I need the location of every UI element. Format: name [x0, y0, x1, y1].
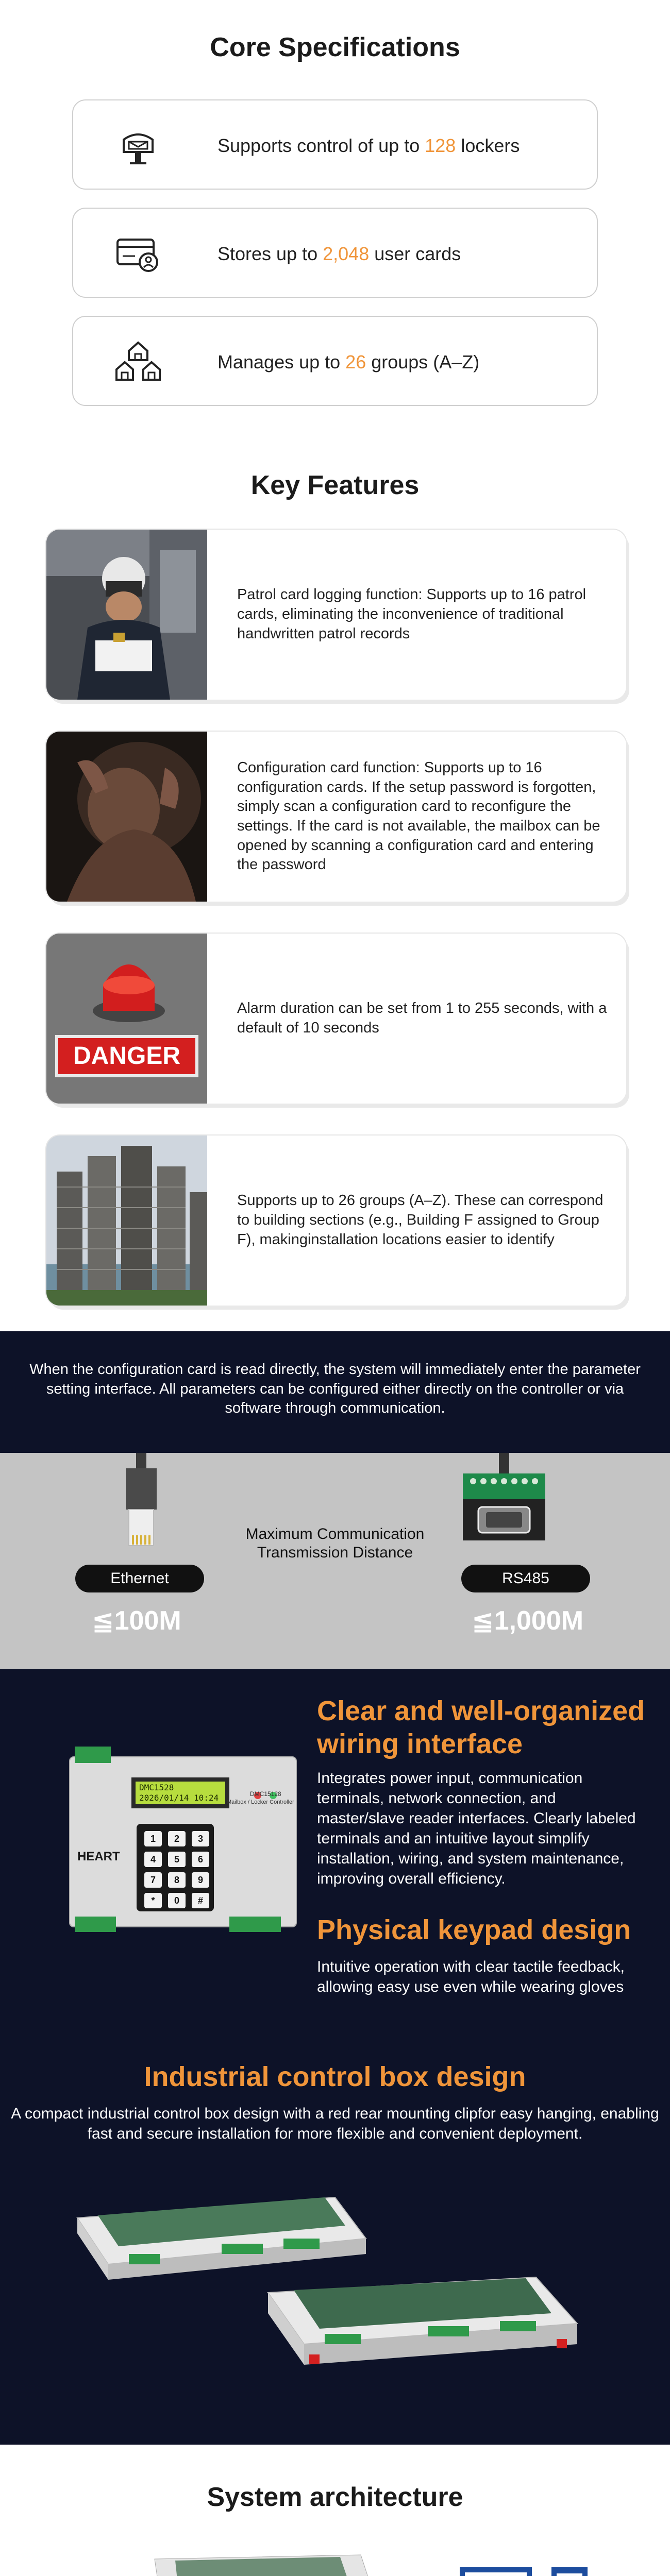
- keypad-key: 5: [168, 1852, 186, 1867]
- user-card-icon: [114, 230, 162, 278]
- core-specs-title: Core Specifications: [210, 32, 460, 62]
- feature-card-groups: [46, 1136, 626, 1306]
- architecture-title: System architecture: [207, 2482, 463, 2512]
- patrol-officer-photo: [46, 530, 207, 700]
- device-brand: HEART: [77, 1850, 120, 1863]
- rs485-distance: ≦1,000M: [472, 1606, 584, 1636]
- core-specs-section: [0, 0, 670, 422]
- transmission-band: [0, 1453, 670, 1669]
- feature-card-alarm: [46, 934, 626, 1104]
- spec-text-groups: Manages up to 26 groups (A–Z): [217, 351, 480, 372]
- key-features-section: [0, 422, 670, 1329]
- rs485-label: RS485: [461, 1565, 590, 1592]
- keypad-key: 7: [144, 1872, 162, 1888]
- feature-text-groups: Supports up to 26 groups (A–Z). These can correspond to building sections (e.g., Building F assigned to Group F), makinginstallation locations easier to identify: [237, 1192, 604, 1248]
- keypad-key: 0: [168, 1893, 186, 1908]
- spec-card-user-cards: [72, 208, 598, 298]
- feature-text-configuration: Configuration card function: Supports up to 16 configuration cards. If the setup password is forgotten, simply scan a configuration card to reconfigure the settings. If the card is not available, the mailbox can be opened by scanning a configuration card and entering the password: [237, 759, 600, 873]
- lcd-line1: DMC1528: [139, 1783, 174, 1792]
- ethernet-distance: ≦100M: [92, 1606, 181, 1636]
- danger-alarm-photo: [46, 934, 207, 1104]
- wiring-title: Clear and well-organized wiring interface: [317, 1696, 645, 1759]
- keypad: [144, 1831, 211, 1908]
- device-model: DMC15128: [250, 1790, 281, 1798]
- industrial-title: Industrial control box design: [144, 2061, 526, 2092]
- keypad-key: 4: [144, 1852, 162, 1867]
- keypad-text: Intuitive operation with clear tactile feedback, allowing easy use even while wearing gloves: [317, 1958, 625, 1995]
- ethernet-connector-icon: [110, 1453, 172, 1553]
- danger-badge: DANGER: [73, 1042, 180, 1070]
- keypad-key: 1: [144, 1831, 162, 1846]
- feature-card-patrol: [46, 530, 626, 700]
- config-note-text: When the configuration card is read directly, the system will immediately enter the parameter setting interface. All parameters can be configured either directly on the controller or via software through communication.: [29, 1361, 641, 1417]
- feature-text-patrol: Patrol card logging function: Supports up to 16 patrol cards, eliminating the inconvenience of traditional handwritten patrol records: [237, 586, 587, 642]
- spec-card-lockers: [72, 99, 598, 190]
- stressed-person-photo: [46, 732, 207, 902]
- architecture-diagram: [0, 2445, 670, 2576]
- keypad-key: 2: [168, 1831, 186, 1846]
- keypad-key: 8: [168, 1872, 186, 1888]
- keypad-key: 6: [192, 1852, 209, 1867]
- keypad-key: #: [192, 1893, 209, 1908]
- keypad-key: *: [144, 1893, 162, 1908]
- keypad-key: 3: [192, 1831, 209, 1846]
- rs485-connector-icon: [458, 1453, 550, 1556]
- config-note-band: [0, 1331, 670, 1453]
- wiring-text: Integrates power input, communication terminals, network connection, and master/slave reader interfaces. Clearly labeled terminals and an intuitive layout simplify installation, wiring, and system maintenance, improving overall efficiency.: [317, 1770, 636, 1887]
- keypad-key: 9: [192, 1872, 209, 1888]
- key-features-title: Key Features: [250, 470, 420, 500]
- feature-text-alarm: Alarm duration can be set from 1 to 255 seconds, with a default of 10 seconds: [237, 1000, 607, 1036]
- device-subtitle: Mailbox / Locker Controller: [227, 1799, 294, 1805]
- group-houses-icon: [114, 338, 162, 386]
- spec-text-user-cards: Stores up to 2,048 user cards: [217, 243, 461, 264]
- mailbox-icon: [114, 122, 162, 170]
- lcd-line2: 2026/01/14 10:24: [139, 1793, 219, 1803]
- industrial-text: A compact industrial control box design with a red rear mounting clipfor easy hanging, enabling fast and secure installation for more flexible and convenient deployment.: [11, 2105, 659, 2142]
- keypad-title: Physical keypad design: [317, 1914, 631, 1945]
- building-towers-photo: [46, 1136, 207, 1306]
- ethernet-label: Ethernet: [75, 1565, 204, 1592]
- industrial-box-image-2: [247, 2246, 588, 2375]
- feature-card-configuration: [46, 732, 626, 902]
- spec-card-groups: [72, 316, 598, 406]
- transmission-center-label: Maximum Communication Transmission Distance: [245, 1526, 425, 1561]
- spec-text-lockers: Supports control of up to 128 lockers: [217, 135, 520, 156]
- wiring-band: [0, 1669, 670, 2445]
- architecture-section: [0, 2445, 670, 2576]
